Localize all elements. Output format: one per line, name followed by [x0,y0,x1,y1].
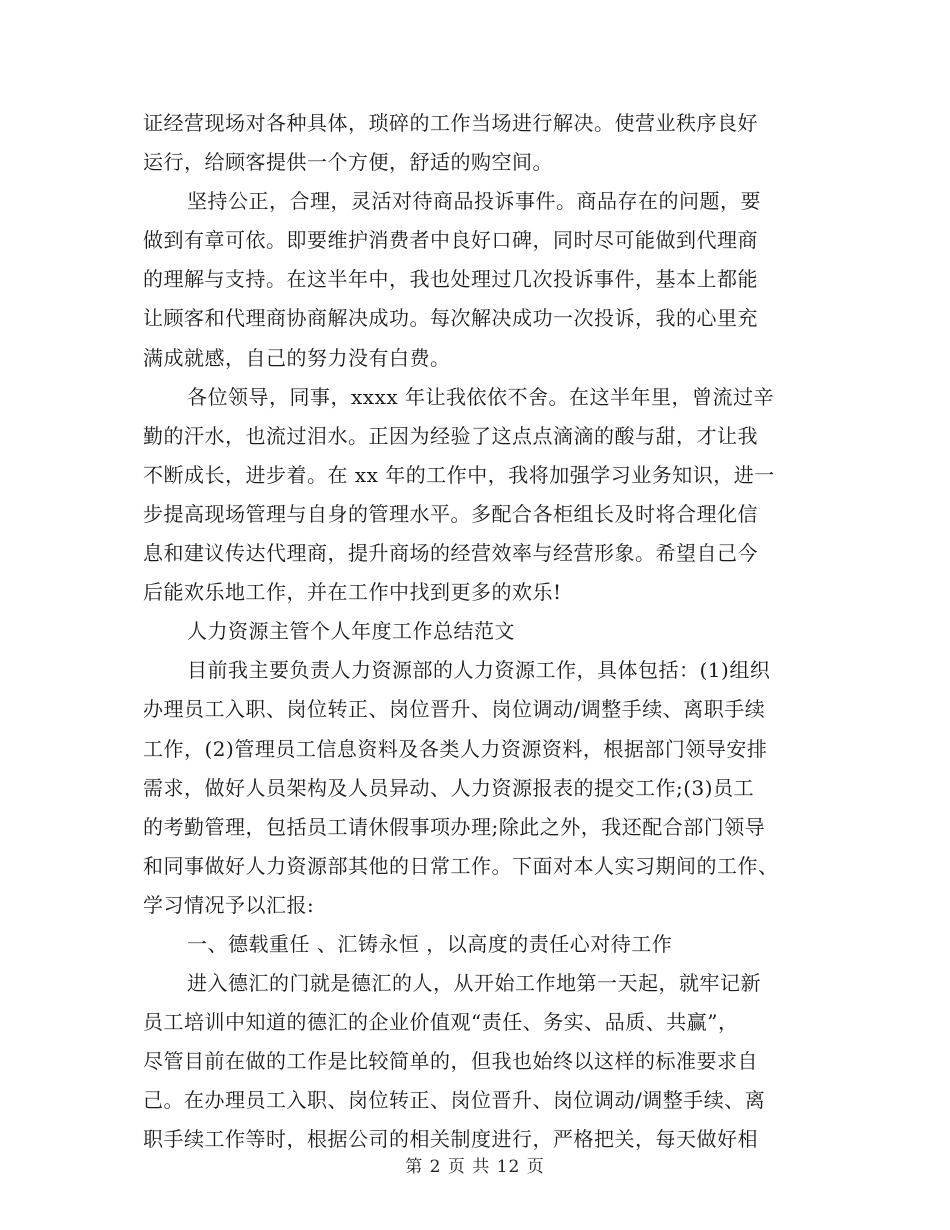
text-line: 和同事做好人力资源部其他的日常工作。下面对本人实习期间的工作、 [143,853,779,878]
paragraph-start: 坚持公正，合理，灵活对待商品投诉事件。商品存在的问题，要 [187,189,761,214]
section-title: 人力资源主管个人年度工作总结范文 [187,619,515,644]
text-line: 运行，给顾客提供一个方便，舒适的购空间。 [143,150,553,175]
text-line: 的理解与支持。在这半年中，我也处理过几次投诉事件，基本上都能 [143,267,758,292]
text-line: 办理员工入职、岗位转正、岗位晋升、岗位调动/调整手续、离职手续 [143,697,766,722]
text-line: 己。在办理员工入职、岗位转正、岗位晋升、岗位调动/调整手续、离 [143,1088,766,1113]
text-line: 需求，做好人员架构及人员异动、人力资源报表的提交工作;(3)员工 [143,775,755,800]
section-heading: 一、德载重任 、汇铸永恒 ，以高度的责任心对待工作 [187,931,673,956]
text-line: 尽管目前在做的工作是比较简单的，但我也始终以这样的标准要求自 [143,1049,758,1074]
text-line: 职手续工作等时，根据公司的相关制度进行，严格把关，每天做好相 [143,1127,758,1152]
text-line: 息和建议传达代理商，提升商场的经营效率与经营形象。希望自己今 [143,541,758,566]
text-line: 工作，(2)管理员工信息资料及各类人力资源资料，根据部门领导安排 [143,736,768,761]
text-line: 不断成长，进步着。在 xx 年的工作中，我将加强学习业务知识，进一 [143,462,775,487]
text-line: 的考勤管理，包括员工请休假事项办理;除此之外，我还配合部门领导 [143,814,766,839]
text-line: 证经营现场对各种具体，琐碎的工作当场进行解决。使营业秩序良好 [143,111,758,135]
text-line: 后能欢乐地工作，并在工作中找到更多的欢乐! [143,580,562,605]
text-line: 做到有章可依。即要维护消费者中良好口碑，同时尽可能做到代理商 [143,228,758,253]
paragraph-start: 进入德汇的门就是德汇的人，从开始工作地第一天起，就牢记新 [187,971,761,996]
text-line: 让顾客和代理商协商解决成功。每次解决成功一次投诉，我的心里充 [143,306,758,331]
text-line: 勤的汗水，也流过泪水。正因为经验了这点点滴滴的酸与甜，才让我 [143,423,758,448]
text-line: 步提高现场管理与自身的管理水平。多配合各柜组长及时将合理化信 [143,501,758,526]
text-line: 员工培训中知道的德汇的企业价值观“责任、务实、品质、共赢”， [143,1010,739,1035]
document-body [143,104,809,1160]
paragraph-start: 各位领导，同事，xxxx 年让我依依不舍。在这半年里，曾流过辛 [187,384,774,409]
text-line: 学习情况予以汇报: [143,892,315,917]
text-line: 满成就感，自己的努力没有白费。 [143,345,451,370]
paragraph-start: 目前我主要负责人力资源部的人力资源工作，具体包括：(1)组织 [187,658,771,683]
page-number-footer: 第 2 页 共 12 页 [405,1157,545,1177]
